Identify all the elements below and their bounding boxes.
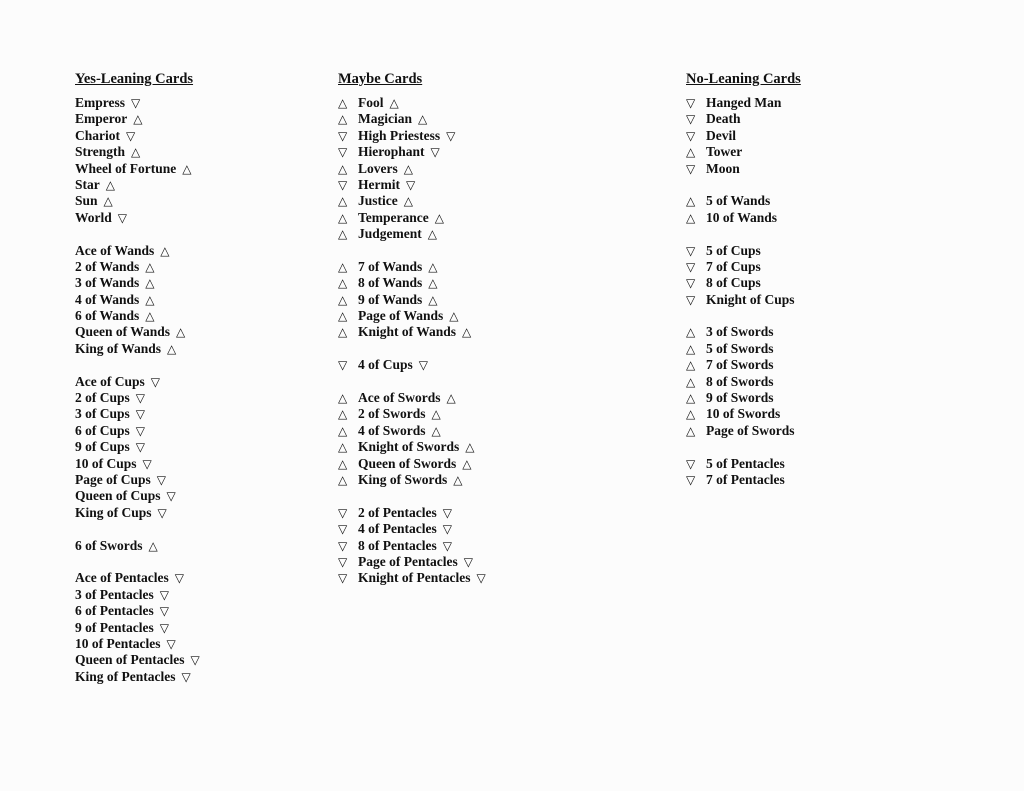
card-entry — [686, 144, 801, 160]
reversed-triangle-icon: ▽ — [686, 276, 696, 291]
card-entry — [338, 554, 486, 570]
card-entry — [75, 603, 200, 619]
card-entry — [338, 324, 486, 340]
upright-triangle-icon: △ — [418, 112, 428, 127]
reversed-triangle-icon: ▽ — [131, 96, 141, 110]
reversed-triangle-icon: ▽ — [190, 653, 200, 668]
card-entry — [686, 275, 801, 291]
reversed-triangle-icon: ▽ — [686, 292, 696, 307]
card-name: 6 of Pentacles — [75, 603, 154, 619]
upright-triangle-icon: △ — [686, 358, 696, 373]
card-entry — [338, 521, 486, 537]
card-name: Knight of Wands — [358, 324, 457, 340]
card-entry — [75, 439, 200, 455]
card-name: Page of Cups — [75, 471, 151, 487]
card-name: World — [75, 209, 112, 225]
card-entry — [686, 193, 801, 209]
card-name: 3 of Swords — [706, 324, 774, 340]
reversed-triangle-icon: ▽ — [174, 571, 184, 586]
reversed-triangle-icon: ▽ — [686, 456, 696, 471]
card-entry — [338, 570, 486, 586]
upright-triangle-icon: △ — [427, 227, 437, 242]
maybe-column — [338, 71, 486, 587]
card-entry — [686, 374, 801, 390]
card-name: Devil — [706, 127, 736, 143]
card-name: 5 of Swords — [706, 340, 774, 356]
card-entry — [686, 472, 801, 488]
card-list — [75, 95, 200, 685]
group-gap — [75, 521, 200, 537]
card-name: 5 of Cups — [706, 242, 761, 258]
card-entry — [75, 177, 200, 193]
card-entry — [338, 259, 486, 275]
card-name: Tower — [706, 144, 743, 160]
card-name: 10 of Pentacles — [75, 635, 161, 651]
upright-triangle-icon: △ — [131, 145, 141, 160]
upright-triangle-icon: △ — [133, 112, 143, 127]
card-entry — [75, 275, 200, 291]
upright-triangle-icon: △ — [160, 243, 170, 258]
card-list — [338, 95, 486, 587]
card-entry — [75, 259, 200, 275]
card-name: 9 of Pentacles — [75, 619, 154, 635]
card-name: 10 of Swords — [706, 406, 781, 422]
reversed-triangle-icon: ▽ — [150, 374, 160, 389]
card-name: 7 of Wands — [358, 258, 423, 274]
card-name: Star — [75, 176, 100, 192]
upright-triangle-icon: △ — [403, 161, 413, 176]
card-entry — [75, 292, 200, 308]
group-gap — [686, 177, 801, 193]
upright-triangle-icon: △ — [428, 292, 438, 307]
group-gap — [75, 226, 200, 242]
reversed-triangle-icon: ▽ — [686, 472, 696, 487]
card-name: 2 of Pentacles — [358, 504, 437, 520]
card-name: Knight of Pentacles — [358, 570, 471, 586]
card-name: Moon — [706, 160, 740, 176]
upright-triangle-icon: △ — [338, 309, 348, 324]
card-entry — [75, 193, 200, 209]
card-name: Hierophant — [358, 144, 425, 160]
reversed-triangle-icon: ▽ — [135, 407, 145, 422]
card-name: 8 of Cups — [706, 275, 761, 291]
upright-triangle-icon: △ — [338, 292, 348, 307]
upright-triangle-icon: △ — [403, 194, 413, 209]
upright-triangle-icon: △ — [686, 325, 696, 340]
card-entry — [686, 259, 801, 275]
card-name: 8 of Swords — [706, 373, 774, 389]
upright-triangle-icon: △ — [686, 210, 696, 225]
card-entry — [686, 456, 801, 472]
reversed-triangle-icon: ▽ — [686, 259, 696, 274]
card-entry — [686, 406, 801, 422]
card-name: Strength — [75, 144, 126, 160]
card-name: Chariot — [75, 127, 120, 143]
upright-triangle-icon: △ — [338, 161, 348, 176]
upright-triangle-icon: △ — [148, 538, 158, 553]
group-gap — [338, 374, 486, 390]
card-name: 3 of Pentacles — [75, 586, 154, 602]
card-name: Wheel of Fortune — [75, 160, 177, 176]
reversed-triangle-icon: ▽ — [117, 210, 127, 225]
card-name: 6 of Wands — [75, 308, 140, 324]
upright-triangle-icon: △ — [103, 194, 113, 209]
reversed-triangle-icon: ▽ — [430, 145, 440, 160]
card-name: 3 of Wands — [75, 275, 140, 291]
card-entry — [75, 324, 200, 340]
card-name: Queen of Cups — [75, 488, 161, 504]
card-name: Temperance — [358, 209, 429, 225]
reversed-triangle-icon: ▽ — [686, 96, 696, 110]
card-name: 5 of Wands — [706, 193, 771, 209]
card-name: High Priestess — [358, 127, 441, 143]
upright-triangle-icon: △ — [462, 325, 472, 340]
upright-triangle-icon: △ — [686, 194, 696, 209]
card-name: Queen of Wands — [75, 324, 171, 340]
card-entry — [75, 111, 200, 127]
upright-triangle-icon: △ — [686, 145, 696, 160]
upright-triangle-icon: △ — [446, 391, 456, 406]
card-entry — [75, 95, 200, 111]
group-gap — [75, 357, 200, 373]
card-entry — [338, 144, 486, 160]
upright-triangle-icon: △ — [338, 325, 348, 340]
upright-triangle-icon: △ — [462, 456, 472, 471]
upright-triangle-icon: △ — [338, 440, 348, 455]
reversed-triangle-icon: ▽ — [338, 177, 348, 192]
upright-triangle-icon: △ — [176, 325, 186, 340]
card-name: Magician — [358, 111, 412, 127]
upright-triangle-icon: △ — [338, 391, 348, 406]
reversed-triangle-icon: ▽ — [476, 571, 486, 586]
card-name: Page of Pentacles — [358, 553, 458, 569]
upright-triangle-icon: △ — [338, 472, 348, 487]
card-entry — [75, 341, 200, 357]
reversed-triangle-icon: ▽ — [686, 128, 696, 143]
reversed-triangle-icon: ▽ — [338, 145, 348, 160]
reversed-triangle-icon: ▽ — [181, 669, 191, 684]
card-name: Ace of Cups — [75, 373, 145, 389]
card-entry — [686, 111, 801, 127]
card-name: Ace of Pentacles — [75, 570, 169, 586]
upright-triangle-icon: △ — [389, 96, 399, 110]
card-entry — [686, 292, 801, 308]
card-name: King of Wands — [75, 340, 162, 356]
upright-triangle-icon: △ — [686, 407, 696, 422]
reversed-triangle-icon: ▽ — [338, 522, 348, 537]
card-entry — [75, 587, 200, 603]
card-name: Lovers — [358, 160, 398, 176]
group-gap — [686, 308, 801, 324]
reversed-triangle-icon: ▽ — [338, 538, 348, 553]
card-name: Emperor — [75, 111, 128, 127]
group-gap — [338, 488, 486, 504]
card-entry — [338, 128, 486, 144]
card-name: Death — [706, 111, 741, 127]
reversed-triangle-icon: ▽ — [442, 538, 452, 553]
upright-triangle-icon: △ — [686, 423, 696, 438]
card-entry — [338, 193, 486, 209]
card-entry — [338, 505, 486, 521]
upright-triangle-icon: △ — [338, 407, 348, 422]
column-heading: Maybe Cards — [338, 71, 423, 87]
group-gap — [686, 439, 801, 455]
card-entry — [75, 570, 200, 586]
card-entry — [338, 423, 486, 439]
card-name: 9 of Swords — [706, 390, 774, 406]
card-name: Knight of Swords — [358, 439, 460, 455]
card-name: Empress — [75, 95, 126, 110]
card-entry — [338, 439, 486, 455]
card-name: 7 of Swords — [706, 357, 774, 373]
card-entry — [686, 161, 801, 177]
group-gap — [338, 341, 486, 357]
card-name: Sun — [75, 193, 98, 209]
card-name: King of Pentacles — [75, 668, 176, 684]
reversed-triangle-icon: ▽ — [126, 128, 136, 143]
card-entry — [686, 341, 801, 357]
card-entry — [338, 390, 486, 406]
card-entry — [75, 538, 200, 554]
reversed-triangle-icon: ▽ — [686, 243, 696, 258]
card-name: Queen of Pentacles — [75, 652, 185, 668]
card-entry — [686, 210, 801, 226]
card-name: 7 of Pentacles — [706, 471, 785, 487]
upright-triangle-icon: △ — [686, 391, 696, 406]
card-name: Fool — [358, 95, 384, 110]
card-entry — [75, 161, 200, 177]
card-name: 5 of Pentacles — [706, 455, 785, 471]
card-entry — [75, 374, 200, 390]
card-name: Justice — [358, 193, 398, 209]
upright-triangle-icon: △ — [105, 177, 115, 192]
card-entry — [75, 669, 200, 685]
card-entry — [338, 177, 486, 193]
card-name: 2 of Wands — [75, 258, 140, 274]
upright-triangle-icon: △ — [145, 259, 155, 274]
card-entry — [338, 308, 486, 324]
card-name: 9 of Cups — [75, 439, 130, 455]
card-entry — [338, 357, 486, 373]
card-entry — [686, 390, 801, 406]
card-entry — [686, 95, 801, 111]
reversed-triangle-icon: ▽ — [338, 128, 348, 143]
card-name: 2 of Swords — [358, 406, 426, 422]
reversed-triangle-icon: ▽ — [135, 440, 145, 455]
card-entry — [75, 406, 200, 422]
reversed-triangle-icon: ▽ — [442, 505, 452, 520]
upright-triangle-icon: △ — [431, 407, 441, 422]
card-entry — [75, 423, 200, 439]
card-entry — [338, 226, 486, 242]
card-name: 4 of Wands — [75, 291, 140, 307]
card-entry — [338, 95, 486, 111]
card-entry — [75, 210, 200, 226]
card-name: 2 of Cups — [75, 390, 130, 406]
card-entry — [338, 161, 486, 177]
card-entry — [686, 243, 801, 259]
upright-triangle-icon: △ — [338, 276, 348, 291]
group-gap — [338, 243, 486, 259]
card-name: 10 of Cups — [75, 455, 137, 471]
upright-triangle-icon: △ — [338, 456, 348, 471]
card-name: 8 of Wands — [358, 275, 423, 291]
reversed-triangle-icon: ▽ — [442, 522, 452, 537]
group-gap — [75, 554, 200, 570]
upright-triangle-icon: △ — [449, 309, 459, 324]
yes-leaning-column — [75, 71, 200, 685]
card-entry — [338, 456, 486, 472]
upright-triangle-icon: △ — [338, 210, 348, 225]
reversed-triangle-icon: ▽ — [338, 571, 348, 586]
upright-triangle-icon: △ — [431, 423, 441, 438]
card-entry — [75, 620, 200, 636]
card-name: 7 of Cups — [706, 258, 761, 274]
card-entry — [75, 472, 200, 488]
card-entry — [686, 324, 801, 340]
card-entry — [75, 128, 200, 144]
upright-triangle-icon: △ — [686, 374, 696, 389]
reversed-triangle-icon: ▽ — [166, 636, 176, 651]
upright-triangle-icon: △ — [686, 341, 696, 356]
card-entry — [686, 423, 801, 439]
card-entry — [75, 243, 200, 259]
card-name: Hermit — [358, 176, 400, 192]
reversed-triangle-icon: ▽ — [135, 423, 145, 438]
reversed-triangle-icon: ▽ — [166, 489, 176, 504]
card-name: 3 of Cups — [75, 406, 130, 422]
card-list — [686, 95, 801, 488]
card-name: 4 of Swords — [358, 422, 426, 438]
card-name: Page of Swords — [706, 422, 795, 438]
upright-triangle-icon: △ — [145, 309, 155, 324]
upright-triangle-icon: △ — [465, 440, 475, 455]
card-entry — [75, 144, 200, 160]
card-entry — [75, 390, 200, 406]
card-entry — [686, 128, 801, 144]
upright-triangle-icon: △ — [338, 423, 348, 438]
upright-triangle-icon: △ — [338, 194, 348, 209]
card-entry — [338, 472, 486, 488]
reversed-triangle-icon: ▽ — [159, 604, 169, 619]
reversed-triangle-icon: ▽ — [159, 620, 169, 635]
reversed-triangle-icon: ▽ — [159, 587, 169, 602]
reversed-triangle-icon: ▽ — [686, 112, 696, 127]
no-leaning-column — [686, 71, 801, 488]
card-name: Queen of Swords — [358, 455, 457, 471]
card-name: 9 of Wands — [358, 291, 423, 307]
card-name: Ace of Swords — [358, 390, 441, 406]
card-name: 10 of Wands — [706, 209, 778, 225]
reversed-triangle-icon: ▽ — [156, 472, 166, 487]
card-entry — [75, 456, 200, 472]
card-entry — [75, 488, 200, 504]
reversed-triangle-icon: ▽ — [142, 456, 152, 471]
upright-triangle-icon: △ — [434, 210, 444, 225]
column-heading: Yes-Leaning Cards — [75, 71, 194, 87]
upright-triangle-icon: △ — [338, 227, 348, 242]
reversed-triangle-icon: ▽ — [338, 358, 348, 373]
card-name: 4 of Pentacles — [358, 521, 437, 537]
card-entry — [338, 292, 486, 308]
card-entry — [75, 308, 200, 324]
reversed-triangle-icon: ▽ — [338, 505, 348, 520]
card-name: Judgement — [358, 226, 422, 242]
reversed-triangle-icon: ▽ — [418, 358, 428, 373]
upright-triangle-icon: △ — [167, 341, 177, 356]
card-name: Hanged Man — [706, 95, 782, 110]
reversed-triangle-icon: ▽ — [463, 554, 473, 569]
card-name: King of Swords — [358, 471, 448, 487]
card-entry — [338, 406, 486, 422]
card-entry — [338, 538, 486, 554]
card-entry — [75, 636, 200, 652]
card-name: 8 of Pentacles — [358, 537, 437, 553]
upright-triangle-icon: △ — [338, 96, 348, 110]
upright-triangle-icon: △ — [428, 259, 438, 274]
upright-triangle-icon: △ — [453, 472, 463, 487]
upright-triangle-icon: △ — [145, 276, 155, 291]
card-entry — [338, 210, 486, 226]
upright-triangle-icon: △ — [145, 292, 155, 307]
card-entry — [75, 505, 200, 521]
card-entry — [75, 652, 200, 668]
card-name: King of Cups — [75, 504, 152, 520]
upright-triangle-icon: △ — [428, 276, 438, 291]
card-entry — [338, 275, 486, 291]
reversed-triangle-icon: ▽ — [135, 391, 145, 406]
upright-triangle-icon: △ — [338, 112, 348, 127]
group-gap — [686, 226, 801, 242]
upright-triangle-icon: △ — [338, 259, 348, 274]
card-name: Ace of Wands — [75, 242, 155, 258]
upright-triangle-icon: △ — [182, 161, 192, 176]
reversed-triangle-icon: ▽ — [338, 554, 348, 569]
reversed-triangle-icon: ▽ — [446, 128, 456, 143]
card-name: 6 of Swords — [75, 537, 143, 553]
card-name: Page of Wands — [358, 308, 444, 324]
card-name: Knight of Cups — [706, 291, 795, 307]
reversed-triangle-icon: ▽ — [405, 177, 416, 192]
card-name: 6 of Cups — [75, 422, 130, 438]
card-entry — [338, 111, 486, 127]
column-heading: No-Leaning Cards — [686, 71, 801, 87]
reversed-triangle-icon: ▽ — [686, 161, 696, 176]
card-name: 4 of Cups — [358, 357, 413, 373]
card-entry — [686, 357, 801, 373]
reversed-triangle-icon: ▽ — [157, 505, 167, 520]
